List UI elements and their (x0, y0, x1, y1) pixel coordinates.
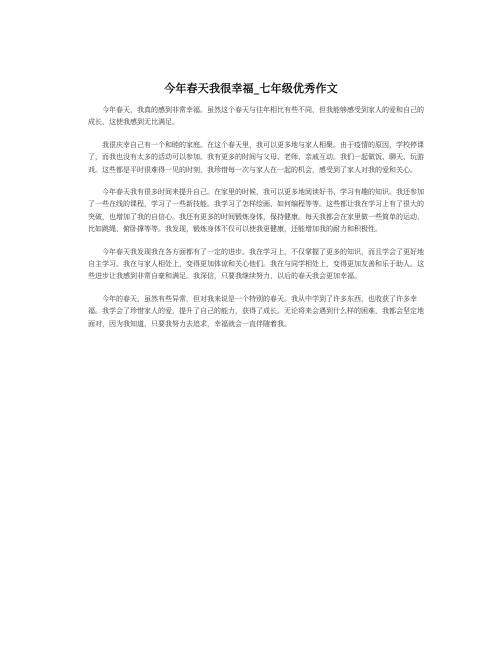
document-title: 今年春天我很幸福_七年级优秀作文 (164, 82, 338, 95)
paragraph-1: 今年春天，我真的感到非常幸福。虽然这个春天与往年相比有些不同，但我能够感受到家人的爱和自己的成长，这使我感到无比满足。 (88, 106, 424, 127)
paragraph-2: 我很庆幸自己有一个和睦的家庭。在这个春天里，我可以更多地与家人相聚。由于疫情的原因，学校停课了，而我也没有太多的活动可以参加。我有更多的时间与父母、老师、亲戚互动。我们一起做饭、聊天、玩游戏。这些都是平时很难得一见的时刻，我珍惜每一次与家人在一起的机会，感受到了家人对我的爱和关心。 (88, 140, 424, 174)
paragraph-5: 今年的春天，虽然有些异常，但对我来说是一个特别的春天。我从中学到了许多东西，也收获了许多幸福。我学会了珍惜家人的爱，提升了自己的能力，获得了成长。无论将来会遇到什么样的困难，我都会坚定地面对，因为我知道，只要我努力去追求，幸福就会一直伴随着我。 (88, 294, 424, 328)
document-body (88, 104, 424, 340)
paragraph-3: 今年春天我有很多时间来提升自己。在家里的时候，我可以更多地阅读好书、学习有趣的知识。我还参加了一些在线的课程，学习了一些新技能。我学习了怎样绘画、如何编程等等。这些都让我在学习上有了很大的突破，也增加了我的自信心。我还有更多的时间锻炼身体，保持健康。每天我都会在家里做一些简单的运动，比如跳绳、俯卧撑等等。我发现，锻炼身体不仅可以使我更健康，还能增加我的耐力和积极性。 (88, 188, 424, 234)
paragraph-4: 今年春天我发现我在各方面都有了一定的进步。我在学习上，不仅掌握了更多的知识，而且学会了更好地自主学习。我在与家人相处上，变得更加体谅和关心他们。我在与同学相处上，变得更加友善和乐于助人。这些进步让我感到非常自豪和满足。我深信，只要我继续努力，以后的春天我会更加幸福。 (88, 247, 424, 281)
